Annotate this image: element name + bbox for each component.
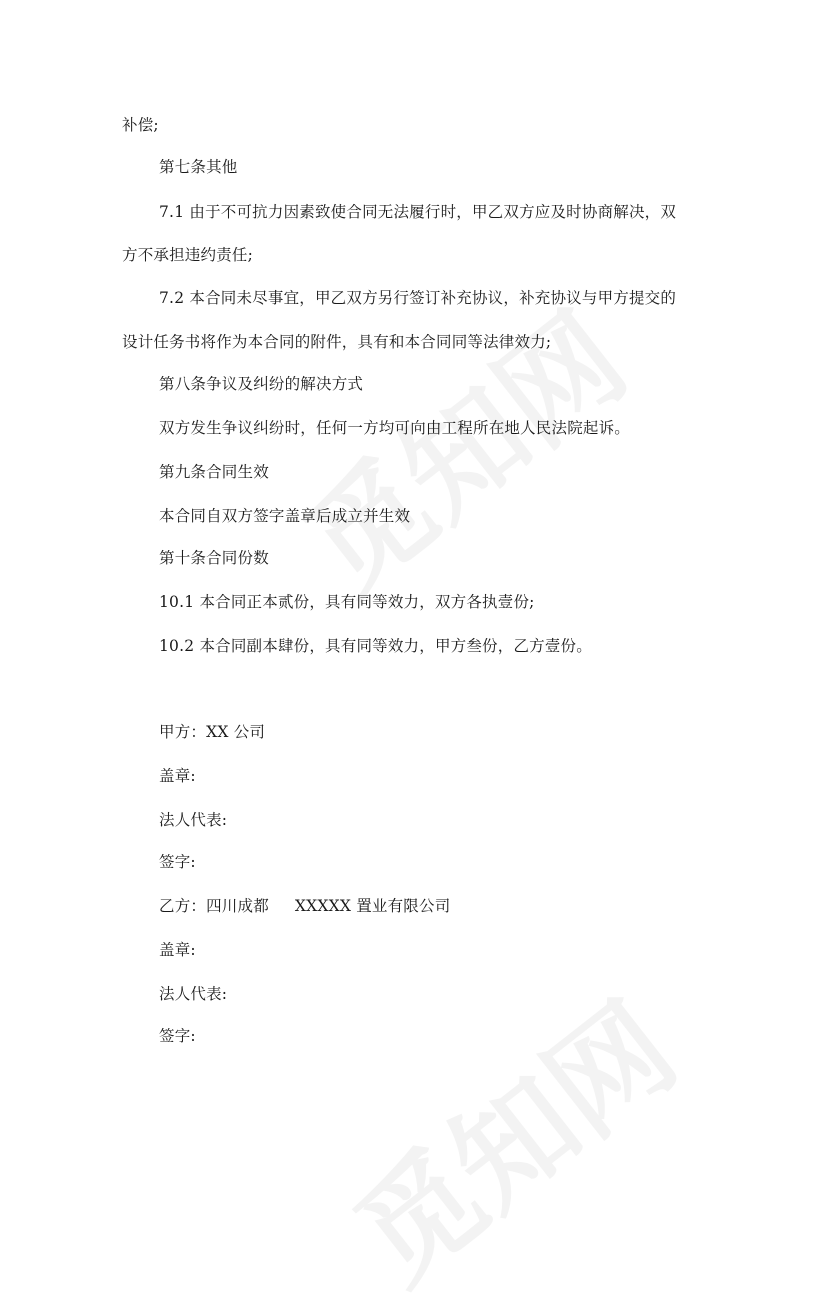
section-heading: 第七条其他 bbox=[159, 158, 238, 176]
party-a-seal-label: 盖章: bbox=[159, 767, 196, 785]
text-line: 补偿; bbox=[122, 116, 159, 134]
party-a-rep-label: 法人代表: bbox=[159, 811, 228, 829]
watermark bbox=[315, 957, 705, 1314]
section-heading: 第九条合同生效 bbox=[159, 463, 269, 481]
text-line: 10.1 本合同正本贰份，具有同等效力，双方各执壹份; bbox=[159, 593, 535, 611]
text-line: 7.1 由于不可抗力因素致使合同无法履行时，甲乙双方应及时协商解决，双 bbox=[159, 203, 677, 221]
party-b-seal-label: 盖章: bbox=[159, 941, 196, 959]
party-a-sign-label: 签字: bbox=[159, 853, 196, 871]
text-line: 本合同自双方签字盖章后成立并生效 bbox=[159, 507, 411, 525]
text-line: 10.2 本合同副本肆份，具有同等效力，甲方叁份，乙方壹份。 bbox=[159, 637, 592, 655]
party-b-name bbox=[159, 896, 450, 916]
party-b-sign-label: 签字: bbox=[159, 1027, 196, 1045]
text-line: 7.2 本合同未尽事宜，甲乙双方另行签订补充协议，补充协议与甲方提交的 bbox=[159, 289, 677, 307]
text-line: 设计任务书将作为本合同的附件，具有和本合同同等法律效力; bbox=[122, 333, 552, 351]
party-b-rep-label: 法人代表: bbox=[159, 985, 228, 1003]
party-a-name: 甲方：XX 公司 bbox=[159, 723, 266, 741]
section-heading: 第八条争议及纠纷的解决方式 bbox=[159, 375, 364, 393]
text-line: 方不承担违约责任; bbox=[122, 246, 254, 264]
watermark bbox=[265, 267, 655, 624]
section-heading: 第十条合同份数 bbox=[159, 549, 269, 567]
text-line: 双方发生争议纠纷时，任何一方均可向由工程所在地人民法院起诉。 bbox=[159, 419, 631, 437]
party-b-company: XXXXX 置业有限公司 bbox=[294, 897, 451, 915]
party-b-prefix: 乙方：四川成都 bbox=[159, 897, 269, 915]
